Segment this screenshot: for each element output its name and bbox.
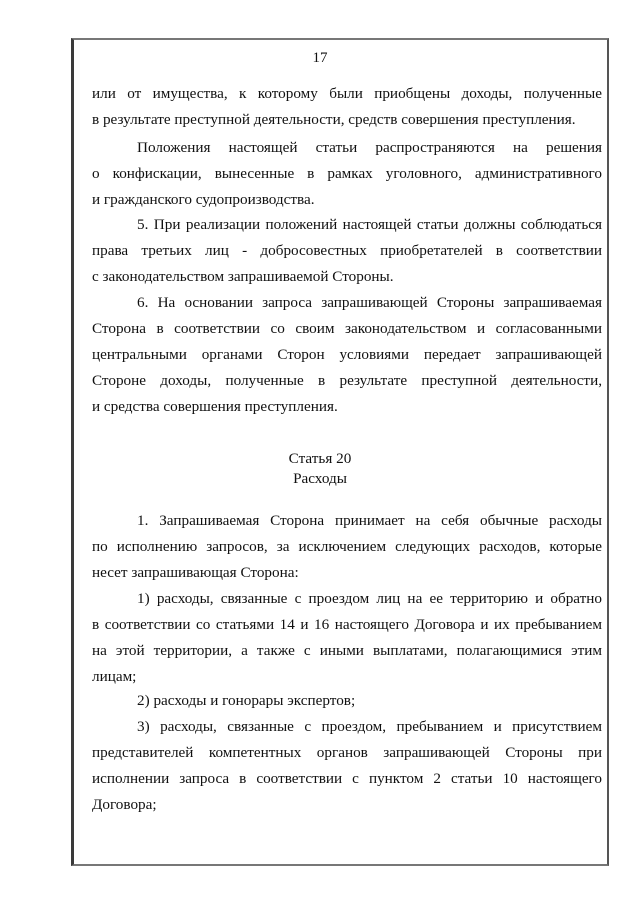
line-text: Положения настоящей статьи распространяются на решения (137, 139, 602, 156)
line-text: 3) расходы, связанные с проездом, пребыванием и присутствием (137, 718, 602, 735)
paragraph-line (92, 107, 602, 133)
line-text: права третьих лиц - добросовестных приобретателей в соответствии (92, 242, 602, 259)
paragraph-5 (92, 212, 602, 290)
line-text: в соответствии со статьями 14 и 16 настоящего Договора и их пребыванием (92, 616, 602, 633)
article-paragraph-1 (92, 508, 602, 586)
paragraph-continuation (92, 81, 602, 133)
line-text: о конфискации, вынесенные в рамках уголовного, административного (92, 165, 602, 182)
paragraph-line (92, 342, 602, 368)
article-number: Статья 20 (288, 450, 352, 467)
line-text: Стороне доходы, полученные в результате преступной деятельности, (92, 372, 602, 389)
paragraph-6 (92, 290, 602, 420)
paragraph-line (92, 508, 602, 534)
line-text: на этой территории, а также с иными выплатами, полагающимися этим (92, 642, 602, 659)
paragraph-line (92, 560, 602, 586)
paragraph-line (92, 212, 602, 238)
line-text: или от имущества, к которому были приобщены доходы, полученные (92, 85, 602, 102)
paragraph-line (92, 187, 602, 213)
paragraph-line (92, 688, 602, 714)
paragraph-line (92, 238, 602, 264)
line-text: представителей компетентных органов запрашивающей Стороны при (92, 744, 602, 761)
line-text: исполнении запроса в соответствии с пунктом 2 статьи 10 настоящего (92, 770, 602, 787)
page-number: 17 (312, 50, 328, 66)
line-text: в результате преступной деятельности, средств совершения преступления. (92, 111, 576, 128)
line-text: 1. Запрашиваемая Сторона принимает на себя обычные расходы (137, 512, 602, 529)
line-text: 6. На основании запроса запрашивающей Стороны запрашиваемая (137, 294, 602, 311)
line-text: лицам; (92, 668, 137, 685)
paragraph-line (92, 290, 602, 316)
line-text: 1) расходы, связанные с проездом лиц на ее территорию и обратно (137, 590, 602, 607)
line-text: центральными органами Сторон условиями передает запрашивающей (92, 346, 602, 363)
paragraph-line (92, 394, 602, 420)
paragraph-line (92, 161, 602, 187)
line-text: с законодательством запрашиваемой Стороны. (92, 268, 394, 285)
article-item-3 (92, 714, 602, 818)
paragraph-line (92, 264, 602, 290)
line-text: Сторона в соответствии со своим законодательством и согласованными (92, 320, 602, 337)
paragraph-line (92, 135, 602, 161)
line-text: по исполнению запросов, за исключением следующих расходов, которые (92, 538, 602, 555)
paragraph-line (92, 714, 602, 740)
line-text: несет запрашивающая Сторона: (92, 564, 299, 581)
paragraph-line (92, 792, 602, 818)
line-text: Договора; (92, 796, 157, 813)
line-text: 5. При реализации положений настоящей статьи должны соблюдаться (137, 216, 602, 233)
paragraph-line (92, 316, 602, 342)
paragraph-line (92, 81, 602, 107)
line-text: и средства совершения преступления. (92, 398, 338, 415)
paragraph-line (92, 368, 602, 394)
paragraph-line (92, 638, 602, 664)
paragraph-line (92, 740, 602, 766)
paragraph-confiscation (92, 135, 602, 213)
line-text: 2) расходы и гонорары экспертов; (137, 692, 356, 709)
paragraph-line (92, 612, 602, 638)
paragraph-line (92, 766, 602, 792)
article-item-1 (92, 586, 602, 690)
paragraph-line (92, 534, 602, 560)
paragraph-line (92, 664, 602, 690)
article-item-2 (92, 688, 602, 714)
article-title: Расходы (293, 470, 347, 487)
line-text: и гражданского судопроизводства. (92, 191, 315, 208)
paragraph-line (92, 586, 602, 612)
